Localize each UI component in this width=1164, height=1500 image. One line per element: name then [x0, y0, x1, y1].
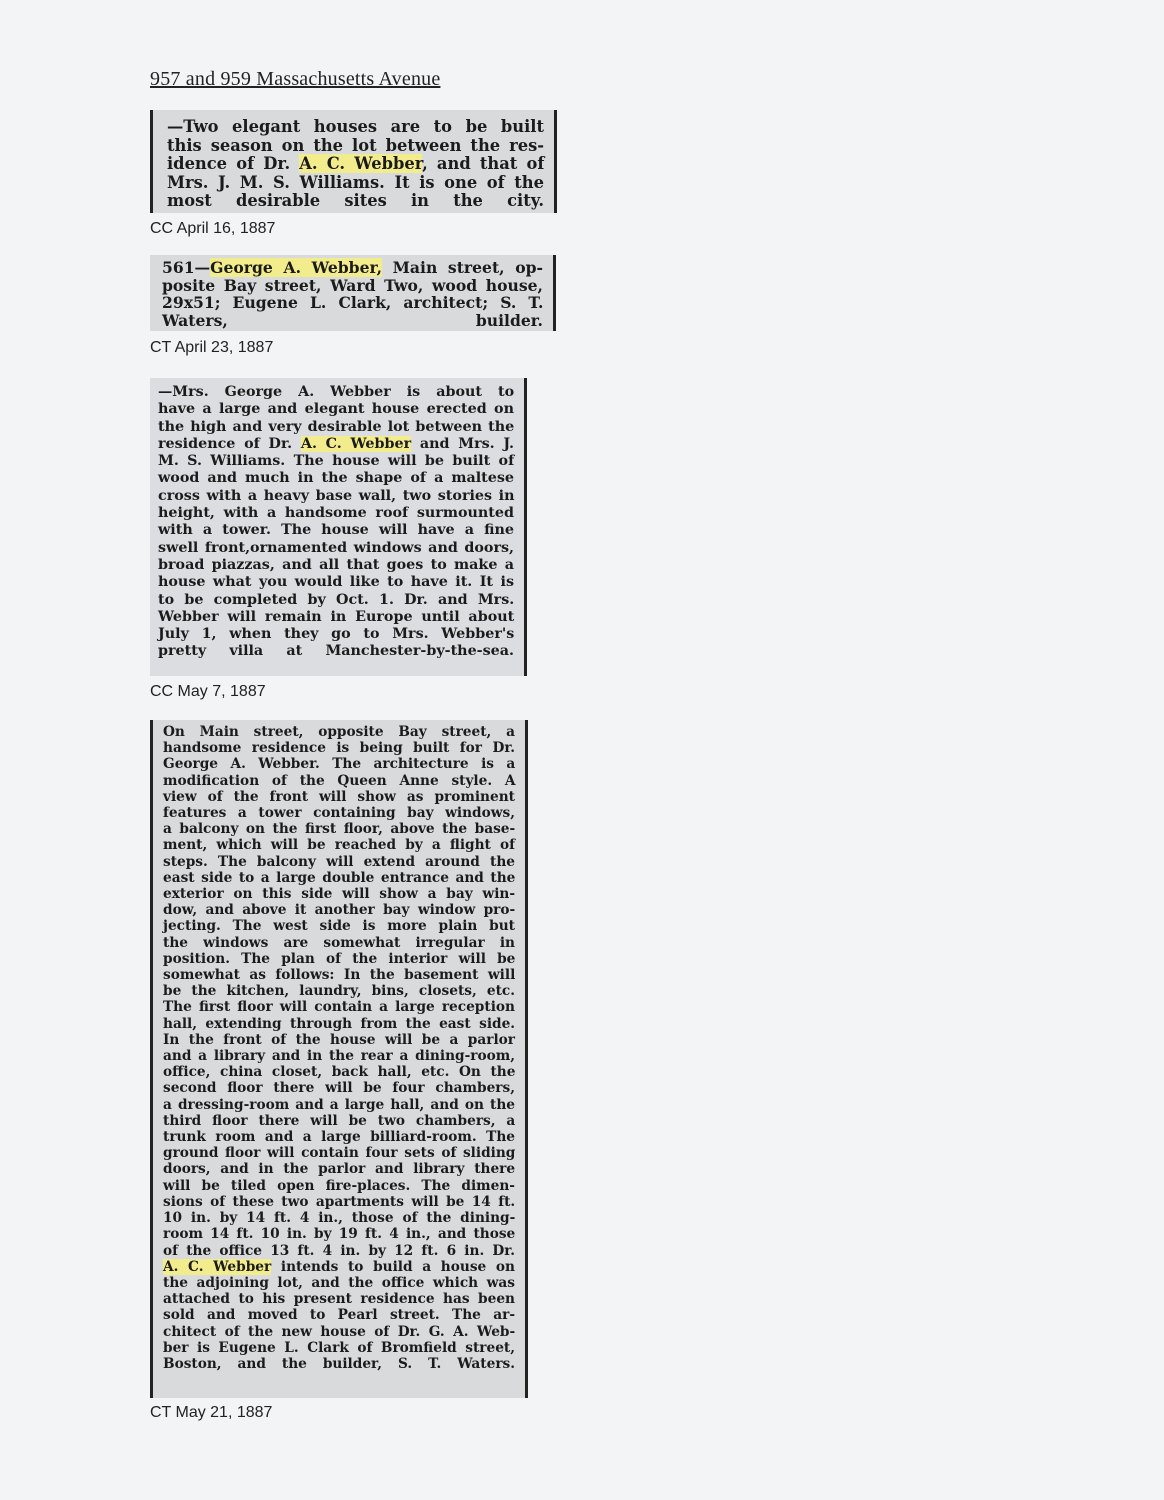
clipping-text-line	[163, 1178, 515, 1194]
newspaper-clipping-2	[150, 255, 556, 331]
text-segment: sold and moved to Pearl street. The ar-	[163, 1307, 515, 1324]
text-segment: somewhat as follows: In the basement will	[163, 967, 516, 984]
clipping-text-line	[163, 773, 515, 789]
page-title: 957 and 959 Massachusetts Avenue	[150, 68, 441, 90]
clipping-text-line	[167, 118, 544, 137]
clipping-text-line	[163, 1129, 515, 1145]
text-segment: the high and very desirable lot between the	[158, 418, 515, 435]
clipping-text-line	[167, 155, 544, 174]
text-segment: have a large and elegant house erected on	[158, 401, 514, 418]
clipping-text-line	[158, 540, 514, 557]
text-segment: house what you would like to have it. It is	[158, 574, 514, 591]
clipping-text-line	[163, 1097, 515, 1113]
clipping-text-line	[163, 1243, 515, 1259]
text-segment: George A. Webber. The architecture is a	[163, 756, 516, 773]
clipping-text-line	[162, 294, 543, 312]
clipping-text-line	[158, 453, 514, 470]
text-segment: room 14 ft. 10 in. by 19 ft. 4 in., and those	[163, 1226, 516, 1243]
clipping-caption-2: CT April 23, 1887	[150, 339, 274, 356]
clipping-text-line	[162, 277, 543, 295]
highlighted-name: A. C. Webber	[163, 1258, 272, 1275]
clipping-text-line	[163, 789, 515, 805]
clipping-text-line	[163, 724, 515, 740]
text-segment: residence of Dr.	[158, 435, 301, 452]
text-segment: steps. The balcony will extend around the	[163, 853, 515, 870]
text-segment: a dressing-room and a large hall, and on the	[163, 1096, 515, 1113]
clipping-text-line	[163, 967, 515, 983]
text-segment: The first floor will contain a large reception	[163, 999, 515, 1016]
clipping-text-line	[163, 1210, 515, 1226]
clipping-caption-3: CC May 7, 1887	[150, 683, 266, 700]
clipping-text-line	[158, 419, 514, 436]
clipping-text-line	[158, 574, 514, 591]
clipping-text-line	[163, 854, 515, 870]
text-segment: dow, and above it another bay window pro-	[163, 902, 516, 919]
clipping-text-line	[162, 259, 543, 277]
clipping-text-line	[163, 1145, 515, 1161]
clipping-text-line	[163, 1161, 515, 1177]
text-segment: —Mrs. George A. Webber is about to	[158, 384, 515, 400]
text-segment: idence of Dr.	[167, 154, 300, 173]
text-segment: position. The plan of the interior will be	[163, 950, 516, 967]
clipping-text-line	[158, 436, 514, 453]
clipping-text-line	[163, 756, 515, 772]
text-segment: view of the front will show as prominent	[163, 788, 515, 805]
highlighted-name: A. C. Webber	[299, 154, 423, 173]
text-segment: second floor there will be four chambers,	[163, 1080, 515, 1097]
clipping-text-line	[158, 643, 514, 660]
text-segment: height, with a handsome roof surmounted	[158, 505, 514, 522]
text-segment: doors, and in the parlor and library there	[163, 1161, 516, 1178]
text-segment: most desirable sites in the city.	[167, 191, 544, 210]
clipping-text-line	[163, 1307, 515, 1323]
text-segment: Boston, and the builder, S. T. Waters.	[163, 1355, 515, 1372]
text-segment: July 1, when they go to Mrs. Webber's	[158, 626, 515, 643]
text-segment: third floor there will be two chambers, a	[163, 1112, 516, 1129]
text-segment: Waters, builder.	[162, 310, 543, 330]
text-segment: of the office 13 ft. 4 in. by 12 ft. 6 in. Dr.	[163, 1242, 515, 1259]
clipping-text-line	[163, 1226, 515, 1242]
clipping-text-line	[167, 137, 544, 156]
text-segment: Main street, op-	[382, 258, 543, 277]
text-segment: east side to a large double entrance and the	[163, 869, 516, 886]
text-segment: Webber will remain in Europe until about	[158, 608, 515, 625]
text-segment: handsome residence is being built for Dr.	[163, 740, 516, 757]
clipping-text-line	[163, 870, 515, 886]
clipping-text-line	[163, 837, 515, 853]
highlighted-name: George A. Webber,	[210, 258, 383, 277]
text-segment: 10 in. by 14 ft. 4 in., those of the dining-	[163, 1210, 516, 1227]
clipping-text-line	[163, 1356, 515, 1372]
clipping-text-line	[163, 918, 515, 934]
clipping-text-line	[163, 805, 515, 821]
clipping-text-line	[162, 312, 543, 330]
newspaper-clipping-4	[150, 720, 528, 1398]
clipping-text-line	[158, 488, 514, 505]
text-segment: will be tiled open fire-places. The dimen-	[163, 1177, 515, 1194]
clipping-text-line	[158, 609, 514, 626]
text-segment: and Mrs. J.	[411, 435, 514, 452]
text-segment: pretty villa at Manchester-by-the-sea.	[158, 643, 514, 660]
clipping-caption-1: CC April 16, 1887	[150, 220, 276, 237]
clipping-text-line	[167, 174, 544, 193]
clipping-text-line	[158, 470, 514, 487]
text-segment: chitect of the new house of Dr. G. A. Web-	[163, 1323, 516, 1340]
clipping-text-line	[163, 1016, 515, 1032]
clipping-text-line	[163, 1032, 515, 1048]
text-segment: attached to his present residence has been	[163, 1291, 515, 1308]
clipping-text-line	[163, 740, 515, 756]
highlighted-name: A. C. Webber	[300, 435, 412, 452]
text-segment: broad piazzas, and all that goes to make a	[158, 556, 514, 573]
clipping-text-line	[163, 1291, 515, 1307]
text-segment: intends to build a house on	[271, 1258, 515, 1275]
clipping-text-line	[163, 935, 515, 951]
text-segment: , and that of	[422, 154, 545, 173]
clipping-text-line	[163, 1113, 515, 1129]
clipping-text-line	[163, 951, 515, 967]
text-segment: In the front of the house will be a parlor	[163, 1031, 515, 1048]
clipping-text-line	[158, 505, 514, 522]
text-segment: with a tower. The house will have a fine	[158, 522, 515, 539]
text-segment: —Two elegant houses are to be built	[167, 117, 544, 136]
text-segment: Mrs. J. M. S. Williams. It is one of the	[167, 172, 544, 192]
text-segment: 561—	[162, 258, 211, 277]
text-segment: and a library and in the rear a dining-room,	[163, 1048, 515, 1065]
clipping-text-line	[163, 983, 515, 999]
newspaper-clipping-1	[150, 110, 557, 213]
clipping-text-line	[163, 1340, 515, 1356]
text-segment: the adjoining lot, and the office which was	[163, 1274, 515, 1291]
text-segment: 29x51; Eugene L. Clark, architect; S. T.	[162, 293, 544, 312]
clipping-text-line	[163, 1080, 515, 1096]
text-segment: exterior on this side will show a bay win-	[163, 886, 516, 903]
text-segment: to be completed by Oct. 1. Dr. and Mrs.	[158, 591, 515, 608]
text-segment: cross with a heavy base wall, two stories in	[158, 487, 515, 504]
text-segment: swell front,ornamented windows and doors,	[158, 539, 514, 556]
clipping-text-line	[158, 626, 514, 643]
clipping-text-line	[163, 1275, 515, 1291]
clipping-text-line	[163, 1064, 515, 1080]
text-segment: office, china closet, back hall, etc. On the	[163, 1064, 516, 1081]
text-segment: ment, which will be reached by a flight of	[163, 837, 516, 854]
text-segment: hall, extending through from the east side.	[163, 1015, 516, 1032]
clipping-text-line	[163, 821, 515, 837]
text-segment: posite Bay street, Ward Two, wood house,	[162, 275, 543, 295]
clipping-text-line	[158, 592, 514, 609]
text-segment: wood and much in the shape of a maltese	[158, 470, 514, 487]
newspaper-clipping-3	[150, 378, 527, 676]
clipping-text-line	[158, 522, 514, 539]
clipping-text-line	[163, 902, 515, 918]
clipping-text-line	[167, 192, 544, 211]
clipping-text-line	[163, 1259, 515, 1275]
text-segment: features a tower containing bay windows,	[163, 805, 515, 822]
text-segment: ground floor will contain four sets of sliding	[163, 1145, 516, 1162]
text-segment: the windows are somewhat irregular in	[163, 934, 515, 951]
text-segment: be the kitchen, laundry, bins, closets, etc.	[163, 983, 515, 1000]
clipping-text-line	[163, 1324, 515, 1340]
text-segment: On Main street, opposite Bay street, a	[163, 724, 515, 740]
clipping-text-line	[163, 999, 515, 1015]
clipping-text-line	[158, 384, 514, 401]
text-segment: ber is Eugene L. Clark of Bromfield street,	[163, 1339, 515, 1356]
clipping-text-line	[158, 557, 514, 574]
text-segment: this season on the lot between the res-	[167, 135, 544, 155]
text-segment: a balcony on the first floor, above the base-	[163, 821, 516, 838]
text-segment: trunk room and a large billiard-room. The	[163, 1129, 515, 1146]
text-segment: jecting. The west side is more plain but	[163, 918, 515, 935]
text-segment: modification of the Queen Anne style. A	[163, 772, 516, 789]
clipping-caption-4: CT May 21, 1887	[150, 1404, 273, 1421]
text-segment: M. S. Williams. The house will be built of	[158, 453, 515, 470]
clipping-text-line	[163, 1048, 515, 1064]
clipping-text-line	[163, 1194, 515, 1210]
text-segment: sions of these two apartments will be 14 ft.	[163, 1193, 516, 1210]
clipping-text-line	[163, 886, 515, 902]
clipping-text-line	[158, 401, 514, 418]
